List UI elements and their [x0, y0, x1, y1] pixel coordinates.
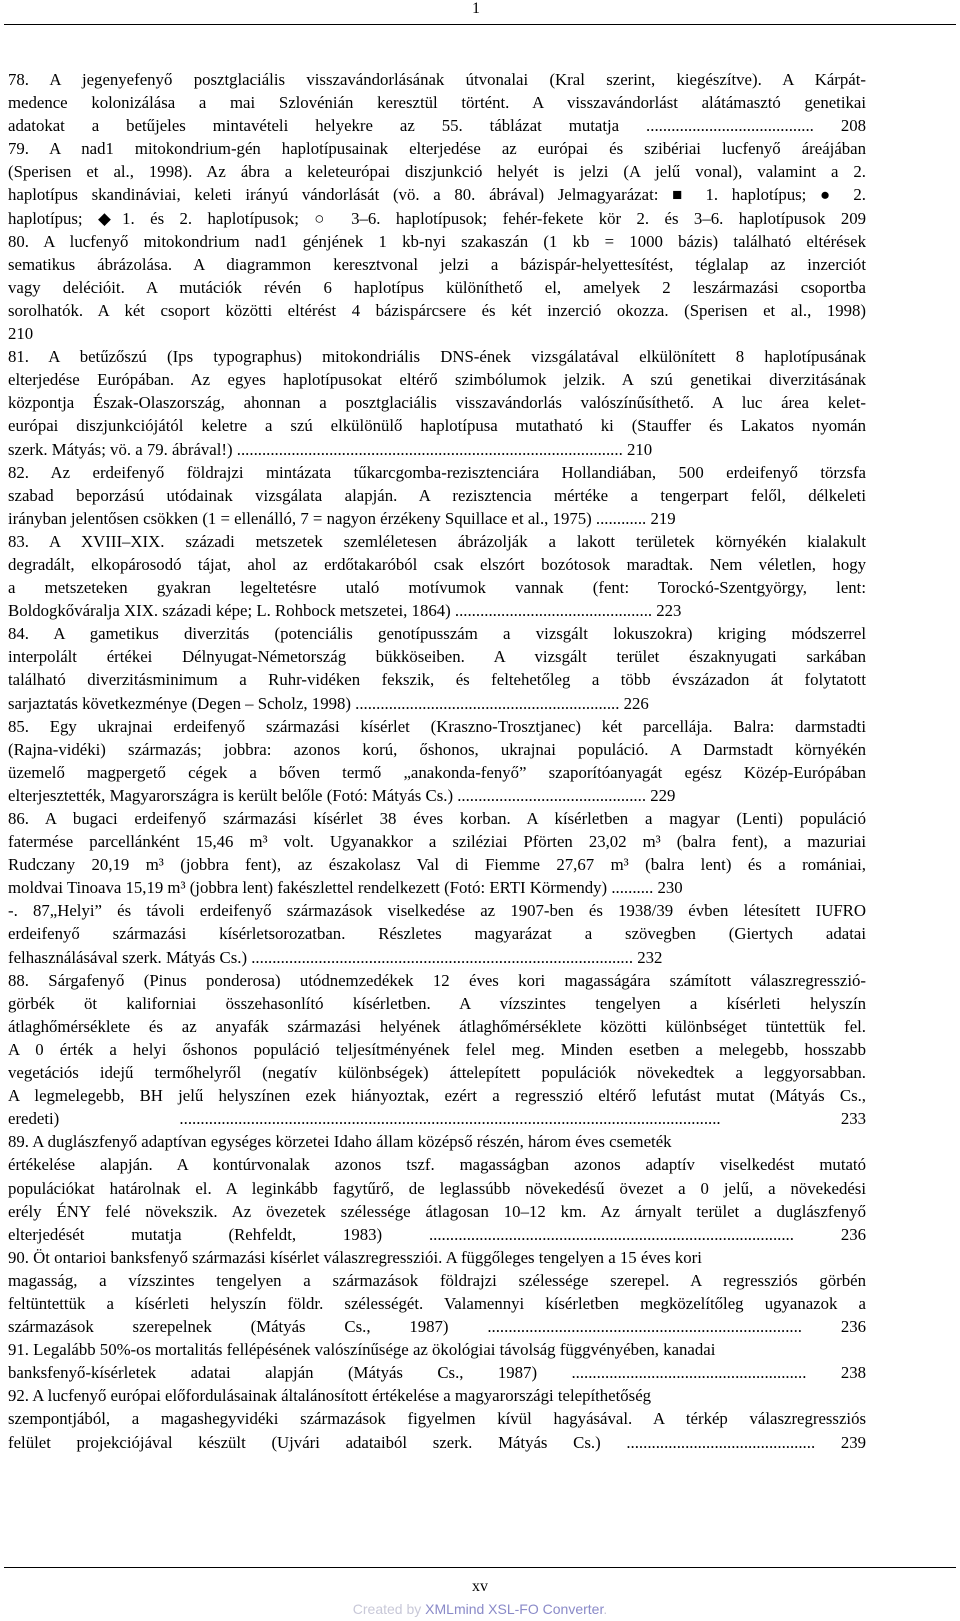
text-line: található diverzitásminimum a Ruhr-vidéken fekszik, és feltehetőleg a több évszázadon át folytatott [8, 670, 866, 690]
text-line: erély ÉNY felé növekszik. Az övezetek szélessége átlagosan 10‒12 km. Az árnyalt terület a duglászfenyő [8, 1201, 866, 1221]
text-line: 84. A gametikus diverzitás (potenciális genotípusszám a vizsgált lokuszokra) kriging módszerrel [8, 624, 866, 644]
text-line: értékelése alapján. A kontúrvonalak azonos tszf. magasságban azonos adaptív viselkedést mutató [8, 1155, 866, 1175]
text-line: banksfenyő-kísérletek adatai alapján (Mátyás Cs., 1987) ........................................................ 238 [8, 1363, 866, 1383]
text-line: sarjaztatás következménye (Degen ‒ Scholz, 1998) ............................................................... 226 [8, 693, 649, 713]
text-line: 89. A duglászfenyő adaptívan egységes körzetei Idaho állam középső részén, három éves csemeték [8, 1132, 672, 1152]
text-line: átlaghőmérséklete és az anyafák származási helyének átlaghőmérséklete közötti különbséget tüntettük fel. [8, 1016, 866, 1036]
text-line: görbék öt kaliforniai összehasonlító kísérletben. A vízszintes tengelyen a kísérleti helyszín [8, 993, 866, 1013]
text-line: 81. A betűzőszú (Ips typographus) mitokondriális DNS-ének vizsgálatával elkülönített 8 haplotípusának [8, 347, 866, 367]
text-line: magasság, a vízszintes tengelyen a származások földrajzi szélessége szerepel. A regressziós görbén [8, 1270, 866, 1290]
text-line: vagy delécióit. A mutációk révén 6 haplotípus különíthető el, amelyek 2 leszármazási csoportba [8, 277, 866, 297]
text-line: a metszeteken gyakran legeltetésre utaló motívumok vannak (fent: Torockó-Szentgyörgy, lent: [8, 578, 866, 598]
list-of-figures [8, 68, 866, 1454]
text-line: 210 [8, 324, 34, 344]
text-line: (Rajna-vidéki) származás; jobbra: azonos korú, őshonos, ukrajnai populáció. A Darmstadt környékén [8, 739, 866, 759]
text-line: sorolhatók. A két csoport közötti eltérést 4 bázispárcsere és két inzerció okozza. (Sperisen et al., 1998) [8, 300, 866, 320]
text-line: irányban jelentősen csökken (1 = ellenálló, 7 = nagyon érzékeny Squillace et al., 1975) ............ 219 [8, 508, 676, 528]
text-line: sematikus ábrázolása. A diagrammon keresztvonal jelzi a bázispár-helyettesítést, téglalap az inzerciót [8, 254, 866, 274]
header-page-number: 1 [472, 0, 480, 17]
text-line: moldvai Tinoava 15,19 m³ (jobbra lent) fakészlettel rendelkezett (Fotó: ERTI Körmendy) .......... 230 [8, 878, 683, 898]
text-line: 90. Öt ontarioi banksfenyő származási kísérlet válaszregressziói. A függőleges tengelyen a 15 éves kori [8, 1247, 702, 1267]
credit-suffix: . [603, 1601, 608, 1617]
text-line: interpolált értékei Délnyugat-Németország bükköseiben. A vizsgált terület északnyugati sarkában [8, 647, 866, 667]
text-line: elterjedését mutatja (Rehfeldt, 1983) ....................................................................................... 236 [8, 1224, 866, 1244]
text-line: vegetációs idejű termőhelyről (negatív különbségek) áttelepített populációk növekedtek a leggyorsabban. [8, 1063, 866, 1083]
text-line: eredeti) ................................................................................................................................. 233 [8, 1109, 866, 1129]
text-line: 83. A XVIII‒XIX. századi metszetek szemléletesen ábrázolják a lakott területek környékén kialakult [8, 531, 866, 551]
text-line: 86. A bugaci erdeifenyő származási kísérlet 38 éves korban. A kísérletben a magyar (Lenti) populáció [8, 809, 866, 828]
text-line: populációkat határolnak el. A leginkább fagytűrő, de leglassúbb növekedésű övezet a 0 jelű, a növekedési [8, 1178, 866, 1198]
text-line: európai diszjunkciójától keletre a szú elkülönülő haplotípusa mutatható ki (Stauffer és Lakatos nyomán [8, 416, 866, 436]
text-line: szempontjából, a magashegyvidéki származások figyelmen kívül hagyásával. A térkép válaszregressziós [8, 1409, 866, 1429]
text-line: 80. A lucfenyő mitokondrium nad1 génjének 1 kb-nyi szakaszán (1 kb = 1000 bázis) található eltérések [8, 231, 866, 251]
text-line: elterjesztették, Magyarországra is került belőle (Fotó: Mátyás Cs.) ............................................. 229 [8, 785, 676, 805]
text-line: feltüntettük a kísérleti helyszín földr. szélességét. Valamennyi kísérletben megközelítőleg ugyanazok a [8, 1293, 866, 1313]
text-line: 82. Az erdeifenyő földrajzi mintázata tűkarcgomba-rezisztenciára Hollandiában, 500 erdeifenyő törzsfa [8, 462, 866, 482]
text-line: 78. A jegenyefenyő posztglaciális visszavándorlásának útvonalai (Kral szerint, kiegészítve). A Kárpát- [8, 70, 866, 89]
text-line: fatermése parcellánként 15,46 m³ volt. Ugyanakkor a sziléziai Pförten 23,02 m³ (balra fent), a mazuriai [8, 832, 866, 852]
text-line: felület projekciójával készült (Ujvári adataiból szerk. Mátyás Cs.) ............................................. 239 [8, 1432, 866, 1452]
footer-rule [4, 1567, 956, 1568]
text-line: felhasználásával szerk. Mátyás Cs.) ........................................................................................... 232 [8, 947, 663, 967]
text-line: szabad beporzású utódainak vizsgálata alapján. A rezisztencia mértéke a tengerpart felől, délkeleti [8, 485, 866, 505]
text-line: haplotípus; ◆1. és 2. haplotípusok; ○ 3–6. haplotípusok; fehér-fekete kör 2. és 3–6. haplotípusok 209 [8, 208, 866, 228]
text-line: származások szerepelnek (Mátyás Cs., 1987) ........................................................................... 236 [8, 1317, 866, 1337]
text-line: (Sperisen et al., 1998). Az ábra a keleteurópai diszjunkció helyét is jelzi (A jelű vonal), valamint a 2. [8, 162, 866, 182]
text-line: erdeifenyő származási kísérletsorozatban. Részletes magyarázat a szövegben (Giertych adatai [8, 924, 866, 944]
text-line: központja Észak-Olaszország, ahonnan a posztglaciális visszavándorlás valószínűsíthető. A luc área kelet- [8, 393, 866, 413]
text-line: haplotípus skandináviai, keleti irányú vándorlását (vö. a 80. ábrával) Jelmagyarázat: ■ 1. haplotípus; ● 2. [8, 185, 866, 205]
text-line: 79. A nad1 mitokondrium-gén haplotípusainak elterjedése az európai és szibériai lucfenyő áreájában [8, 139, 866, 159]
footer-page-number: xv [472, 1578, 488, 1595]
text-line: -. 87„Helyi” és távoli erdeifenyő származások viselkedése az 1907-ben és 1938/39 évben létesített IUFRO [8, 901, 866, 921]
text-line: degradált, elkopárosodó tájat, ahol az erdőtakaróból csak elszórt bozótosok maradtak. Nem véletlen, hogy [8, 554, 866, 574]
text-line: Rudczany 20,19 m³ (jobbra fent), az északolasz Val di Fiemme 27,67 m³ (balra lent) és a romániai, [8, 855, 866, 875]
converter-link[interactable]: XMLmind XSL-FO Converter [425, 1601, 604, 1617]
credit-prefix: Created by [352, 1601, 426, 1617]
text-line: A legmelegebb, BH jelű helyszínen ezek hiányoztak, ezért a regresszió eltérő lefutást mutat (Mátyás Cs., [8, 1086, 866, 1106]
text-line: 85. Egy ukrajnai erdeifenyő származási kísérlet (Kraszno-Trosztjanec) két parcellája. Balra: darmstadti [8, 716, 866, 736]
text-line: adatokat a betűjeles mintavételi helyekre az 55. táblázat mutatja ........................................ 208 [8, 116, 866, 136]
text-line: A 0 érték a helyi őshonos populáció teljesítményének felel meg. Minden esetben a melegebb, hosszabb [8, 1039, 866, 1059]
text-line: 92. A lucfenyő európai előfordulásainak általánosított értékelése a magyarországi telepíthetőség [8, 1386, 652, 1406]
text-line: 91. Legalább 50%-os mortalitás fellépésének valószínűsége az ökológiai távolság függvényében, kanadai [8, 1340, 716, 1360]
text-line: elterjedése Európában. Az egyes haplotípusokat eltérő szimbólumok jelzik. A szú genetikai diverzitásának [8, 370, 866, 390]
header-rule [4, 24, 956, 25]
text-line: medence kolonizálása a mai Szlovénián keresztül történt. A visszavándorlást alátámasztó genetikai [8, 93, 866, 113]
text-line: Boldogkőváralja XIX. századi képe; L. Rohbock metszetei, 1864) ............................................... 223 [8, 601, 682, 621]
converter-credit [0, 1600, 960, 1618]
text-line: 88. Sárgafenyő (Pinus ponderosa) utódnemzedékek 12 éves kori magasságára számított válaszregresszió- [8, 970, 866, 990]
text-line: üzemelő magpergető cégek a bőven termő „anakonda-fenyő” szaporítóanyagát egész Közép-Európában [8, 762, 866, 782]
text-line: szerk. Mátyás; vö. a 79. ábrával!) ............................................................................................ 210 [8, 439, 653, 459]
